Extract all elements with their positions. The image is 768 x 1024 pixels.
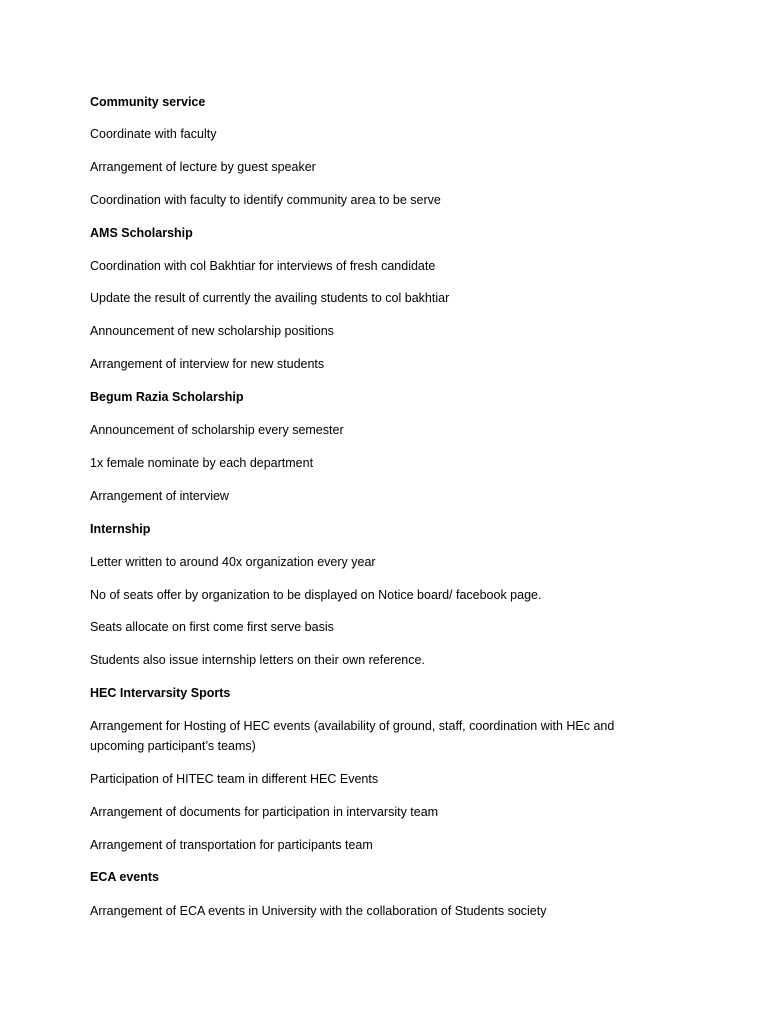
list-item: No of seats offer by organization to be displayed on Notice board/ facebook page.	[90, 588, 542, 602]
list-item: Arrangement of ECA events in University with the collaboration of Students society	[90, 904, 547, 918]
list-item: Students also issue internship letters on their own reference.	[90, 653, 425, 667]
list-item: Arrangement of documents for participation in intervarsity team	[90, 805, 439, 819]
section-heading-begum-razia-scholarship: Begum Razia Scholarship	[90, 390, 244, 404]
list-item: Arrangement of lecture by guest speaker	[90, 160, 316, 174]
list-item: Seats allocate on first come first serve basis	[90, 620, 334, 634]
section-heading-community-service: Community service	[90, 95, 206, 109]
list-item: Coordination with faculty to identify community area to be serve	[90, 193, 441, 207]
list-item: Coordination with col Bakhtiar for interviews of fresh candidate	[90, 259, 436, 273]
list-item: Arrangement of transportation for participants team	[90, 838, 373, 852]
list-item: Announcement of scholarship every semester	[90, 423, 344, 437]
list-item: Announcement of new scholarship positions	[90, 324, 334, 338]
section-heading-ams-scholarship: AMS Scholarship	[90, 226, 193, 240]
section-heading-eca-events: ECA events	[90, 870, 160, 884]
list-item: Letter written to around 40x organization every year	[90, 555, 376, 569]
list-item: 1x female nominate by each department	[90, 456, 314, 470]
list-item: Participation of HITEC team in different HEC Events	[90, 772, 379, 786]
list-item: Update the result of currently the availing students to col bakhtiar	[90, 291, 450, 305]
section-heading-hec-intervarsity-sports: HEC Intervarsity Sports	[90, 686, 231, 700]
section-heading-internship: Internship	[90, 522, 151, 536]
list-item: Arrangement for Hosting of HEC events (availability of ground, staff, coordination with HEc and upcoming participant’s teams)	[90, 719, 615, 753]
list-item: Arrangement of interview	[90, 489, 229, 503]
list-item: Coordinate with faculty	[90, 127, 217, 141]
list-item: Arrangement of interview for new students	[90, 357, 325, 371]
